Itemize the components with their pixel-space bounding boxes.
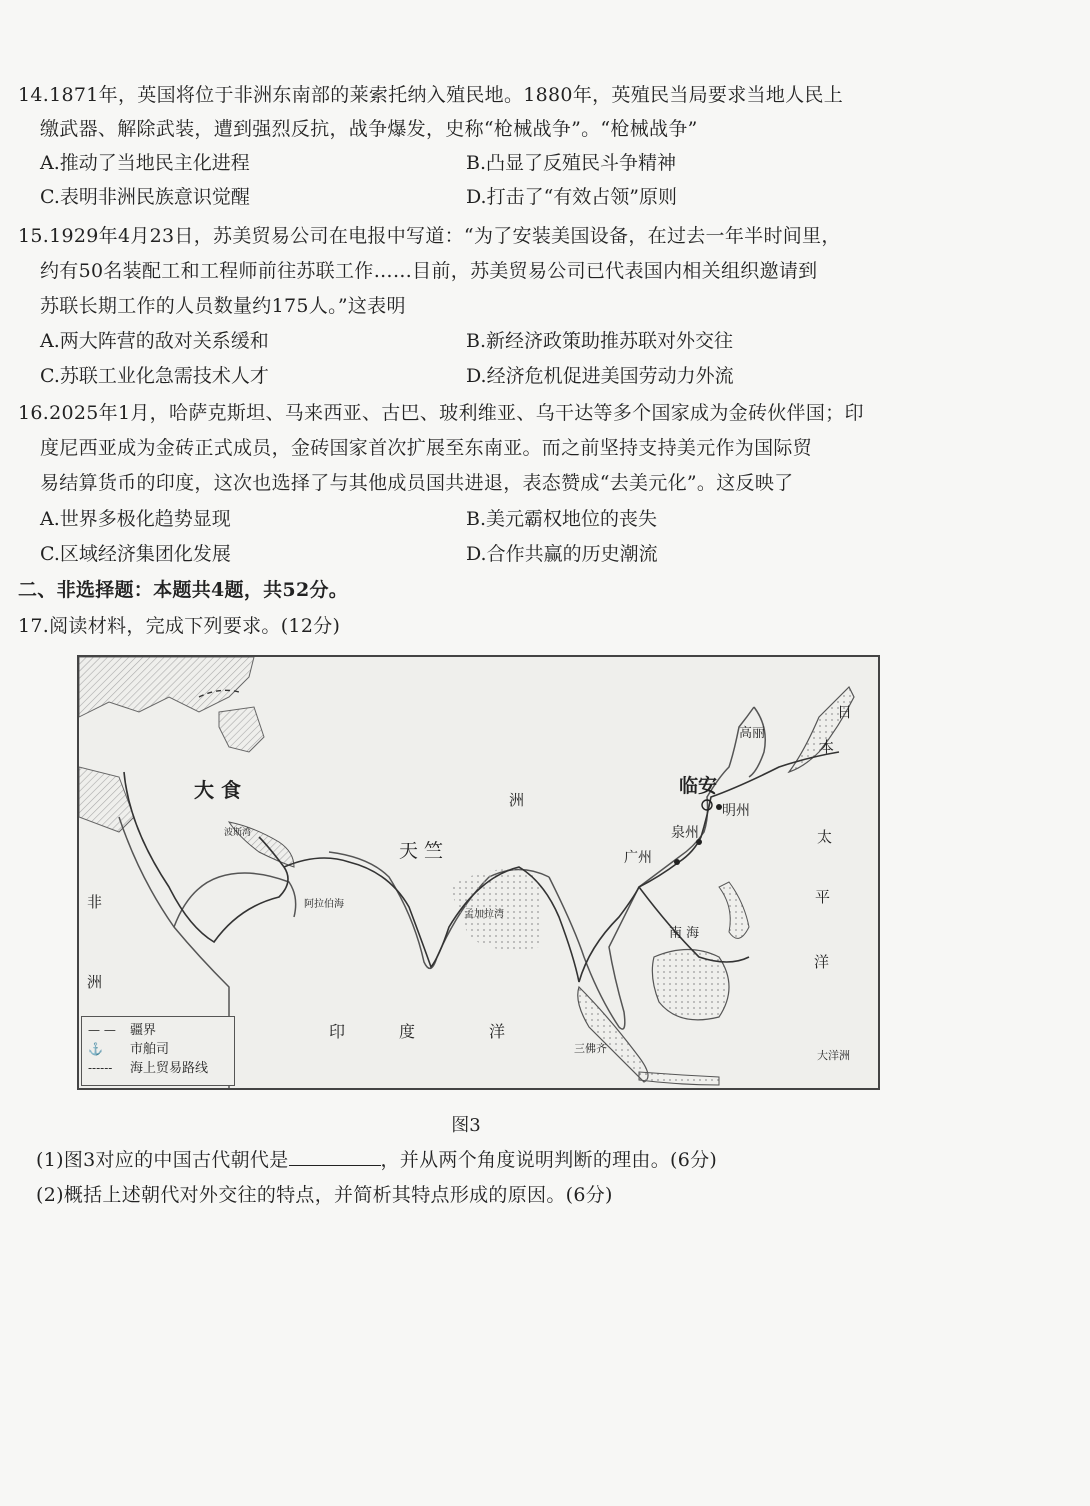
q16-option-c: C.区域经济集团化发展	[40, 543, 231, 565]
label-linan: 临安	[679, 775, 718, 797]
q15-stem-line2: 约有50名装配工和工程师前往苏联工作……目前，苏美贸易公司已代表国内相关组织邀请到	[40, 260, 818, 282]
answer-blank[interactable]	[289, 1147, 381, 1166]
q16-stem-line1: 16.2025年1月，哈萨克斯坦、马来西亚、古巴、玻利维亚、乌干达等多个国家成为金砖伙伴国；印	[18, 402, 864, 424]
q15-option-b: B.新经济政策助推苏联对外交往	[466, 330, 734, 352]
q15-option-c: C.苏联工业化急需技术人才	[40, 365, 269, 387]
china-coast	[639, 707, 754, 887]
label-yang: 洋	[814, 953, 830, 971]
figure-caption: 图3	[451, 1115, 481, 1136]
q15-stem-line3: 苏联长期工作的人员数量约175人。”这表明	[40, 295, 406, 317]
legend-border	[88, 1021, 228, 1040]
mediterranean-area	[79, 657, 254, 717]
label-du: 度	[399, 1022, 416, 1041]
legend-port-label: 市舶司	[130, 1042, 170, 1057]
legend-border-label: 疆界	[130, 1023, 157, 1038]
q17-sub1-post: ，并从两个角度说明判断的理由。(6分)	[380, 1149, 718, 1171]
label-mengjia: 孟加拉湾	[464, 909, 504, 920]
q16-option-a: A.世界多极化趋势显现	[40, 508, 231, 530]
q14-option-b: B.凸显了反殖民斗争精神	[466, 152, 677, 174]
port-guangzhou-marker	[674, 859, 680, 865]
legend-port	[88, 1040, 228, 1059]
japan-outline	[789, 687, 854, 772]
label-sanfoqi: 三佛齐	[574, 1042, 607, 1055]
q17-sub2: (2)概括上述朝代对外交往的特点，并简析其特点形成的原因。(6分)	[36, 1184, 613, 1206]
q15-option-d: D.经济危机促进美国劳动力外流	[466, 365, 734, 387]
label-bosi: 波斯湾	[224, 828, 252, 838]
label-quanzhou: 泉州	[671, 825, 699, 841]
label-alabo: 阿拉伯海	[304, 899, 344, 910]
map-figure	[77, 655, 880, 1090]
q14-option-a: A.推动了当地民主化进程	[40, 152, 250, 174]
label-zhou: 洲	[509, 791, 525, 809]
philippines-outline	[719, 882, 749, 938]
q17-stem: 17.阅读材料，完成下列要求。(12分)	[18, 615, 341, 637]
q16-stem-line2: 度尼西亚成为金砖正式成员，金砖国家首次扩展至东南亚。而之前坚持支持美元作为国际贸	[40, 437, 813, 459]
q16-option-d: D.合作共赢的历史潮流	[466, 543, 658, 565]
red-sea-area	[79, 767, 134, 832]
label-aozhou: 大洋洲	[817, 1049, 850, 1062]
q15-stem-line1: 15.1929年4月23日，苏美贸易公司在电报中写道：“为了安装美国设备，在过去一年半时间里，	[18, 225, 841, 247]
q15-option-a: A.两大阵营的敌对关系缓和	[40, 330, 269, 352]
label-guangzhou: 广州	[624, 850, 652, 866]
java-outline	[639, 1072, 719, 1085]
label-fei: 非	[87, 893, 103, 911]
legend-route	[88, 1059, 228, 1078]
anchor-icon: ⚓	[88, 1042, 103, 1056]
q14-option-d: D.打击了“有效占领”原则	[466, 186, 678, 208]
label-tianzhu: 天 竺	[399, 840, 444, 862]
section-heading: 二、非选择题：本题共4题，共52分。	[18, 579, 349, 601]
label-tai: 太	[817, 828, 833, 846]
legend-border-symbol: — —	[88, 1023, 116, 1037]
legend-route-label: 海上贸易路线	[130, 1061, 209, 1076]
label-mingzhou: 明州	[722, 803, 750, 819]
q17-sub1	[36, 1147, 717, 1173]
label-ben: 本	[819, 738, 835, 756]
korea-outline	[749, 707, 765, 777]
label-yang2: 洋	[489, 1022, 506, 1041]
label-nanhai: 南 海	[669, 926, 700, 941]
sumatra-outline	[578, 987, 648, 1082]
q16-option-b: B.美元霸权地位的丧失	[466, 508, 658, 530]
black-sea-area	[219, 707, 264, 752]
q16-stem-line3: 易结算货币的印度，这次也选择了与其他成员国共进退，表态赞成“去美元化”。这反映了	[40, 472, 794, 494]
borneo-outline	[652, 950, 729, 1020]
label-ping: 平	[815, 888, 831, 906]
q14-stem-line2: 缴武器、解除武装，遭到强烈反抗，战争爆发，史称“枪械战争”。“枪械战争”	[40, 118, 698, 140]
legend-route-symbol: ------	[88, 1061, 113, 1075]
map-legend	[81, 1016, 235, 1086]
label-dashi: 大 食	[194, 778, 241, 802]
q17-sub1-pre: (1)图3对应的中国古代朝代是	[36, 1149, 289, 1171]
q14-stem-line1: 14.1871年，英国将位于非洲东南部的莱索托纳入殖民地。1880年，英殖民当局要求当地人民上	[18, 84, 844, 106]
label-ying: 印	[329, 1022, 346, 1041]
label-ri: 日	[837, 703, 853, 721]
label-zhou2: 洲	[87, 973, 103, 991]
q14-option-c: C.表明非洲民族意识觉醒	[40, 186, 250, 208]
label-gaoli: 高丽	[739, 726, 766, 741]
